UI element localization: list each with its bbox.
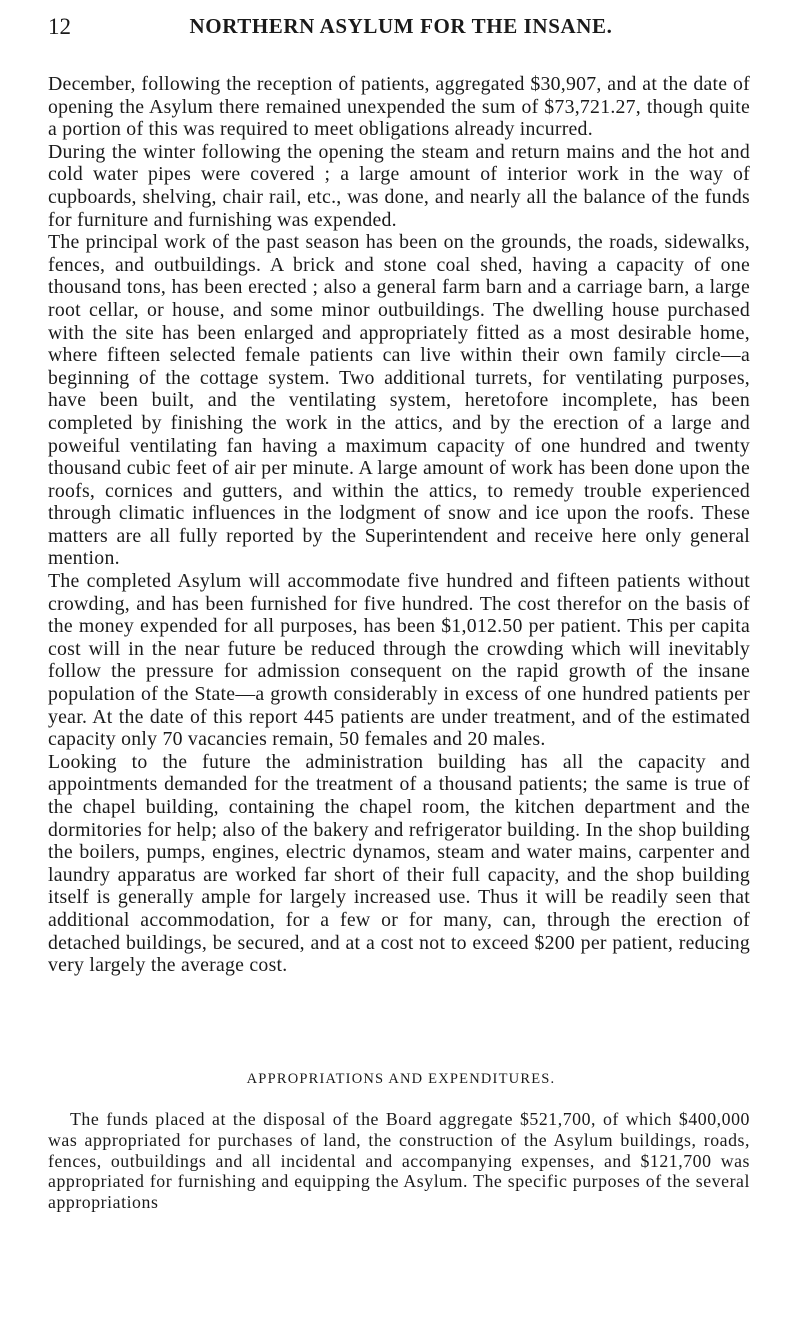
paragraph-3: The principal work of the past season has been on the grounds, the roads, sidewalks, fences, and outbuildings. A brick and stone coal shed, having a capacity of one thousand tons, has been erected ; also a general farm barn and a carriage barn, a large root cellar, or house, and some minor outbuildings. The dwelling house purchased with the site has been enlarged and appropriately fitted as a most desirable home, where fifteen selected female patients can live within their own family circle—a beginning of the cottage system. Two additional turrets, for ventilating purposes, have been built, and the ventilating system, heretofore incomplete, has been completed by finishing the work in the attics, and by the erection of a large and poweiful ventilating fan having a maximum capacity of one hundred and twenty thousand cubic feet of air per minute. A large amount of work has been done upon the roofs, cornices and gutters, and within the attics, to remedy trouble experienced through climatic influences in the lodgment of snow and ice upon the roofs. These matters are all fully reported by the Superintendent and receive here only general mention. [48,231,750,570]
paragraph-4: The completed Asylum will accommodate five hundred and fifteen patients without crowding, and has been furnished for five hundred. The cost therefor on the basis of the money expended for all purposes, has been $1,012.50 per patient. This per capita cost will in the near future be reduced through the crowding which will inevitably follow the pressure for admission consequent on the rapid growth of the insane population of the State—a growth considerably in excess of one hundred patients per year. At the date of this report 445 patients are under treatment, and of the estimated capacity only 70 vacancies remain, 50 females and 20 males. [48,570,750,751]
page-number: 12 [48,14,71,39]
page-header [48,14,750,54]
section-text [48,1109,750,1213]
paragraph-5: Looking to the future the administration building has all the capacity and appointments demanded for the treatment of a thousand patients; the same is true of the chapel building, containing the chapel room, the kitchen department and the dormitories for help; also of the bakery and refrigerator building. In the shop building the boilers, pumps, engines, electric dynamos, steam and water mains, carpenter and laundry apparatus are worked far short of their full capacity, and the shop building itself is generally ample for largely increased use. Thus it will be readily seen that additional accommodation, for a few or for many, can, through the erection of detached buildings, be secured, and at a cost not to exceed $200 per patient, reducing very largely the average cost. [48,750,750,977]
paragraph-2: During the winter following the opening the steam and return mains and the hot and cold water pipes were covered ; a large amount of interior work in the way of cupboards, shelving, chair rail, etc., was done, and nearly all the balance of the funds for furniture and furnishing was expended. [48,140,750,231]
page [48,14,750,1314]
paragraph-1: December, following the reception of patients, aggregated $30,907, and at the date of opening the Asylum there remained unexpended the sum of $73,721.27, though quite a portion of this was required to meet obligations already incurred. [48,73,750,141]
running-head: NORTHERN ASYLUM FOR THE INSANE. [189,14,613,38]
body-text [48,73,750,977]
section-paragraph: The funds placed at the disposal of the Board aggregate $521,700, of which $400,000 was appropriated for purchases of land, the construction of the Asylum buildings, roads, fences, outbuildings and all incidental and accompanying expenses, and $121,700 was appropriated for furnishing and equipping the Asylum. The specific purposes of the several appropriations [48,1109,750,1213]
section-heading: APPROPRIATIONS AND EXPENDITURES. [246,1071,556,1087]
